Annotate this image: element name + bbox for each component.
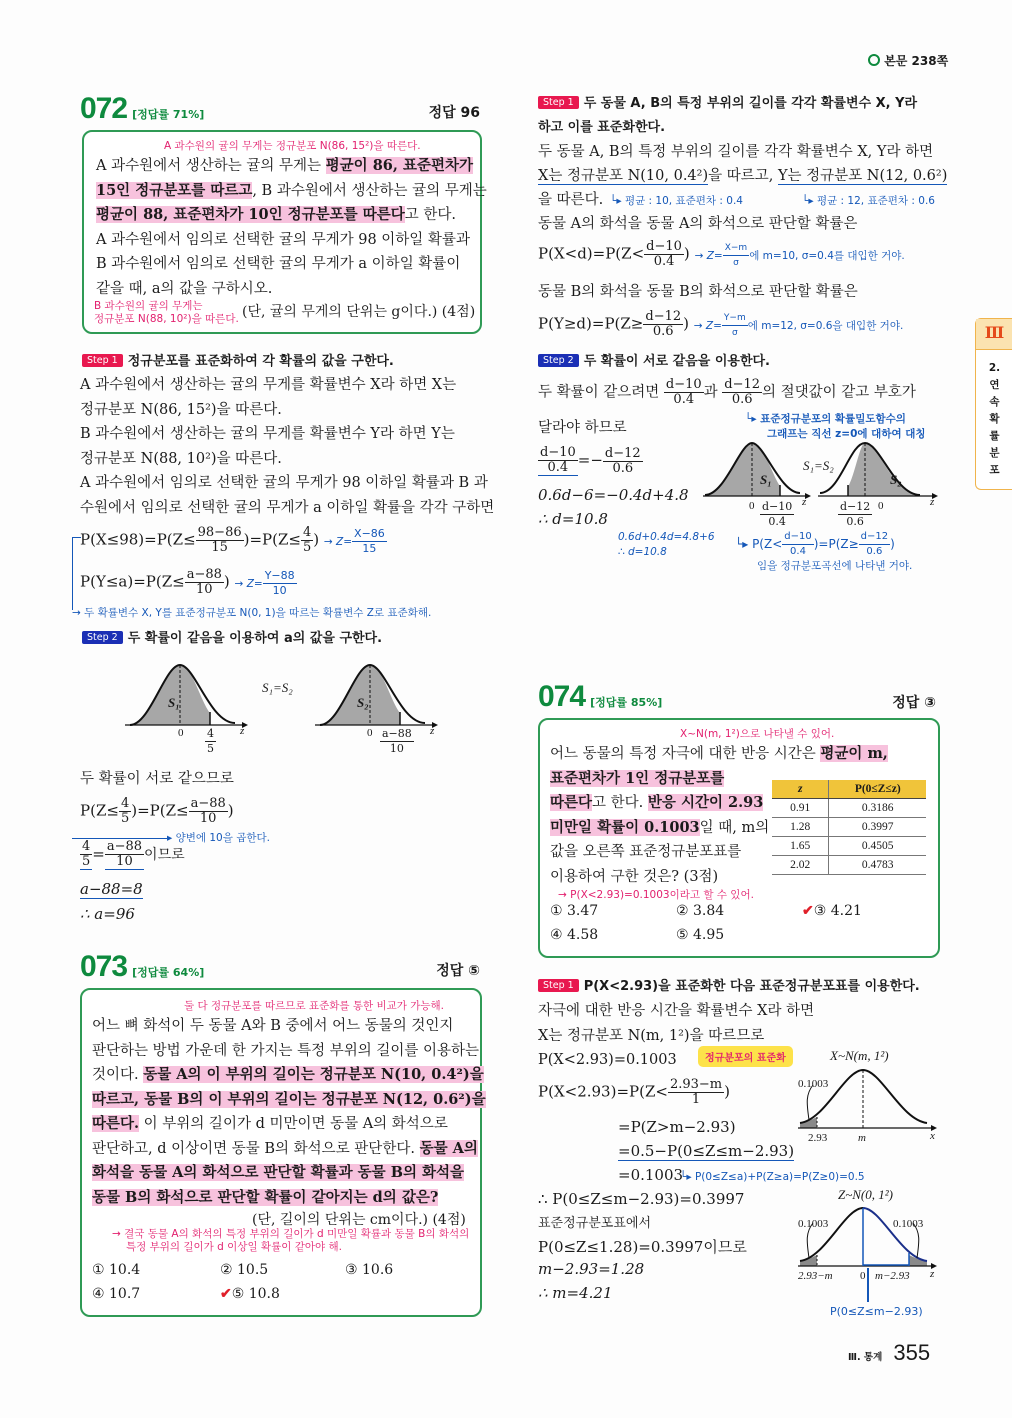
probability-note: P(0≤Z≤m−2.93) (830, 1305, 923, 1318)
equation-074-5: ∴ P(0≤Z≤m−2.93)=0.3997 (538, 1190, 745, 1208)
standardize-note: → Z= $\frac{X-86}{15}$ (323, 527, 385, 555)
graph-explanation-note: └▸ P(Z< $\frac{d-10}{0.4}$ )=P(Z≥ $\frac{d-12}{0.6}$ ) (735, 531, 895, 557)
text-line: 평균이 88, 표준편차가 10인 정규분포를 따른다고 한다. (96, 206, 457, 223)
tick-m: m (858, 1132, 866, 1144)
problem-074-box (538, 718, 940, 958)
choice-4[interactable]: ④ 10.7 (92, 1286, 141, 1302)
page-footer (848, 1340, 930, 1366)
solution-073-line: 동물 B의 화석을 동물 B의 화석으로 판단할 확률은 (538, 284, 858, 300)
step2-badge: Step 2 (82, 631, 123, 644)
equation-074-8: m−2.93=1.28 (538, 1260, 645, 1278)
s-equality-label: S₁=S₂ (262, 680, 293, 695)
equation-072-1: P(X≤98)=P(Z≤ $\frac{98-86}{15}$ )=P(Z≤ $\frac{4}{5}$ ) → Z= $\frac{X-86}{15}$ (80, 525, 385, 555)
normal-curve-s2 (315, 665, 438, 728)
answer: 정답 ③ (892, 695, 936, 711)
graph2-title: Z~N(0, 1²) (838, 1187, 893, 1202)
page-reference: 본문 238쪽 (868, 52, 948, 69)
area-right-label: 0.1003 (893, 1218, 924, 1230)
step1-heading-074: Step 1 P(X<2.93)을 표준화한 다음 표준정규분포표를 이용한다. (538, 975, 920, 994)
step1-heading-073: Step 1 두 동물 A, B의 특정 부위의 길이를 각각 확률변수 X, Y라 (538, 92, 917, 111)
problem-text: 어느 동물의 특정 자극에 대한 반응 시간은 평균이 m, 표준편차가 1인 정규분포를 따른다고 한다. 반응 시간이 2.93 미만일 확률이 0.1003일 때, m의 값을 오른쪽 표준정규분포표를 이용하여 구한 것은? (3점) (550, 745, 888, 885)
text-line: 15인 정규분포를 따르고, B 과수원에서 생산하는 귤의 무게는 (96, 181, 487, 199)
equation-074-9: ∴ m=4.21 (538, 1284, 613, 1302)
equation-072-5: a−88=8 (80, 880, 143, 898)
equation-073-C: $\frac{d-10}{0.4}$ =− $\frac{d-12}{0.6}$ (540, 445, 641, 476)
normal-curve-s1 (703, 443, 811, 499)
choice-4[interactable]: ④ 4.58 (550, 927, 599, 943)
chapter-label: Ⅲ. 통계 (848, 1352, 883, 1363)
chapter-side-tab[interactable] (975, 318, 1012, 490)
standardize-summary-note: → 두 확률변수 X, Y를 표준정규분포 N(0, 1)을 따르는 확률변수 Z로 표준화해. (72, 607, 432, 619)
s2-label: S₂ (357, 695, 369, 710)
step2-heading-073: Step 2 두 확률이 서로 같음을 이용한다. (538, 350, 770, 369)
correct-rate: [정답률 64%] (132, 966, 205, 979)
text-line: B 과수원에서 임의로 선택한 귤의 무게가 a 이하일 확률이 (96, 256, 461, 272)
correct-rate: [정답률 85%] (590, 696, 663, 709)
answer: 정답 ⑤ (436, 963, 480, 979)
solution-073-line: X는 정규분포 N(10, 0.4²)을 따르고, Y는 정규분포 N(12, 0.6²) (538, 168, 948, 184)
half-probability-note: └▸ P(0≤Z≤a)+P(Z≥a)=P(Z≥0)=0.5 (680, 1171, 865, 1183)
problem-text: 어느 뼈 화석이 두 동물 A와 B 중에서 어느 동물의 것인지 판단하는 방법 가운데 한 가지는 특정 부위의 길이를 이용하는 것이다. 동물 A의 이 부위의 길이는 정규분포 N(10, 0.4²)을 따르고, 동물 B의 이 부위의 길이는 정규분포 N(12, 0.6²)을 따른다. 이 부위의 길이가 d 미만이면 동물 A의 화석으로 판단하고, d 이상이면 동물 B의 화석으로 판단한다. 동물 A의 화석을 동물 A의 화석으로 판단할 확률과 동물 B의 화석을 동물 B의 화석으로 판단할 확률이 같아지는 d의 값은? (92, 1018, 486, 1206)
equation-072-6: ∴ a=96 (80, 905, 135, 923)
area-label: 0.1003 (798, 1078, 829, 1090)
text-line: A 과수원에서 생산하는 귤의 무게는 평균이 86, 표준편차가 (96, 157, 474, 174)
problem-073-box (80, 988, 486, 1317)
problem-074-header (538, 680, 936, 714)
table-row: 1.65 0.4505 (772, 837, 926, 856)
equation-074-4: =0.1003 (618, 1166, 684, 1184)
s2-label: S₂ (890, 472, 902, 487)
solution-073-line: 두 동물 A, B의 특정 부위의 길이를 각각 확률변수 X, Y라 하면 (538, 144, 934, 160)
bracket-line (72, 537, 81, 610)
chapter-roman: Ⅲ (976, 319, 1012, 350)
circle-icon (868, 54, 880, 66)
mean-sd-note-y: └▸ 평균 : 12, 표준편차 : 0.6 (802, 195, 935, 207)
annotation-top: X~N(m, 1²)으로 나타낼 수 있어. (680, 728, 835, 740)
step1-badge: Step 1 (82, 354, 123, 367)
axis-z: z (802, 496, 807, 508)
symmetry-note: └▸ 표준정규분포의 확률밀도함수의 그래프는 직선 z=0에 대하여 대칭 (745, 413, 926, 440)
s1-label: S₁ (168, 695, 180, 710)
solution-072-step2-text: 두 확률이 서로 같으므로 (80, 771, 234, 787)
choice-3-correct[interactable]: ✔③ 4.21 (802, 903, 862, 919)
step2-badge: Step 2 (538, 354, 579, 367)
equation-073-E: ∴ d=10.8 (538, 510, 608, 528)
tick-zero: 0 (878, 500, 884, 512)
equation-073-B: P(Y≥d)=P(Z≥ $\frac{d-12}{0.6}$ ) → Z= $\frac{Y-m}{\sigma}$ 에 m=12, σ=0.6을 대입한 거야. (538, 309, 904, 339)
tick-d-10-04: $\frac{d-10}{0.4}$ (762, 500, 793, 528)
equation-074-1: P(X<2.93)=P(Z< $\frac{2.93-m}{1}$ ) (538, 1077, 730, 1107)
annotation-top: 둘 다 정규분포를 따르므로 표준화를 통한 비교가 가능해. (184, 1000, 444, 1012)
solution-073-step2: 두 확률이 같으려면 $\frac{d-10}{0.4}$ 과 $\frac{d-12}{0.6}$ 의 절댓값이 같고 부호가 (538, 377, 916, 407)
step1-heading-073-line2: 하고 이를 표준화한다. (538, 120, 666, 135)
standard-normal-table (772, 780, 926, 875)
choice-1[interactable]: ① 10.4 (92, 1262, 141, 1278)
checkmark-icon: ✔ (220, 1286, 232, 1302)
choice-1[interactable]: ① 3.47 (550, 903, 599, 919)
equation-073-D: 0.6d−6=−0.4d+4.8 (538, 486, 689, 504)
problem-number: 073 (80, 950, 128, 983)
table-row: 2.02 0.4783 (772, 856, 926, 875)
equation-072-2: P(Y≤a)=P(Z≤ $\frac{a-88}{10}$ ) → Z= $\frac{Y-88}{10}$ (80, 567, 295, 597)
s1-label: S₁ (760, 472, 772, 487)
tick-2-93: 2.93 (808, 1132, 828, 1144)
problem-072-header (80, 92, 480, 126)
problem-number: 074 (538, 680, 586, 713)
curve-line (800, 1208, 863, 1261)
choice-2[interactable]: ② 3.84 (676, 903, 725, 919)
problem-072-box (82, 130, 487, 334)
step1-heading: Step 1 정규분포를 표준화하여 각 확률의 값을 구한다. (82, 350, 394, 369)
tick-2-93-m: 2.93−m (798, 1270, 833, 1282)
problem-text (96, 154, 487, 301)
standardize-bubble: 정규분포의 표준화 (698, 1046, 793, 1067)
answer: 정답 96 (428, 105, 480, 121)
graph-explanation-note-2: 임을 정규분포곡선에 나타낸 거야. (757, 560, 913, 572)
tick-d-12-06: $\frac{d-12}{0.6}$ (840, 500, 871, 528)
annotation-bottom: → 결국 동물 A의 화석의 특정 부위의 길이가 d 미만일 확률과 동물 B의 화석의 특정 부위의 길이가 d 이상일 확률이 같아야 해. (112, 1228, 470, 1253)
shaded-area-s2 (848, 443, 920, 496)
choice-5-correct[interactable]: ✔⑤ 10.8 (220, 1286, 280, 1302)
solution-074: 자극에 대한 반응 시간을 확률변수 X라 하면 X는 정규분포 N(m, 1²)을 따르므로 P(X<2.93)=0.1003 (538, 1003, 815, 1068)
axis-z: z (930, 496, 935, 508)
tick-zero: 0 (860, 1270, 866, 1282)
arrow-line (867, 1268, 869, 1302)
s-equality-label: S₁=S₂ (803, 458, 834, 473)
solution-072-step1: A 과수원에서 생산하는 귤의 무게를 확률변수 X라 하면 X는 정규분포 N(86, 15²)을 따른다. B 과수원에서 생산하는 귤의 무게를 확률변수 Y라 하면 Y는 정규분포 N(88, 10²)을 따른다. A 과수원에서 임의로 선택한 귤의 무게가 98 이하일 확률과 B 과 수원에서 임의로 선택한 귤의 무게가 a 이하일 확률을 각각 구하면 (80, 377, 495, 516)
solution-073-line: 을 따른다. (538, 192, 604, 208)
condition-text: (단, 귤의 무게의 단위는 g이다.) (4점) (242, 304, 476, 320)
equation-074-3: =0.5−P(0≤Z≤m−2.93) (618, 1142, 795, 1160)
annotation-bottom: → P(X<2.93)=0.1003이라고 할 수 있어. (558, 889, 754, 901)
normal-curve-s1 (125, 665, 248, 728)
problem-number: 072 (80, 92, 128, 125)
step1-badge: Step 1 (538, 96, 579, 109)
equation-072-3: P(Z≤ $\frac{4}{5}$ )=P(Z≤ $\frac{a-88}{10}$ ) (80, 796, 234, 826)
solution-073-step2-line2: 달라야 하므로 (538, 420, 627, 436)
mean-sd-note-x: └▸ 평균 : 10, 표준편차 : 0.4 (610, 195, 743, 207)
tick-zero: 0 (178, 727, 184, 739)
axis-z: z (930, 1268, 935, 1280)
text-line: A 과수원에서 임의로 선택한 귤의 무게가 98 이하일 확률과 (96, 231, 470, 248)
standardize-note: → Z= $\frac{Y-88}{10}$ (234, 569, 295, 597)
checkmark-icon: ✔ (802, 903, 814, 919)
choice-2[interactable]: ② 10.5 (220, 1262, 269, 1278)
step1-badge: Step 1 (538, 979, 579, 992)
equation-074-2: =P(Z>m−2.93) (618, 1118, 736, 1136)
problem-073-header (80, 950, 480, 984)
condition-text: (단, 길이의 단위는 cm이다.) (4점) (252, 1212, 466, 1228)
annotation-bottom: B 과수원의 귤의 무게는 정규분포 N(88, 10²)을 따른다. (94, 300, 239, 325)
normal-curve-z (795, 1203, 940, 1273)
normal-curve-s2 (818, 443, 938, 499)
page-number: 355 (893, 1340, 931, 1365)
equation-074-7: P(0≤Z≤1.28)=0.3997이므로 (538, 1238, 747, 1256)
table-header: z (772, 780, 829, 799)
equation-074-6: 표준정규분포표에서 (538, 1216, 652, 1231)
choice-5[interactable]: ⑤ 4.95 (676, 927, 725, 943)
annotation-top: A 과수원의 귤의 무게는 정규분포 N(86, 15²)을 따른다. (164, 140, 421, 152)
graph1-title: X~N(m, 1²) (830, 1048, 889, 1063)
table-row: 1.28 0.3997 (772, 818, 926, 837)
multiply-note: ▸ 양변에 10을 곱한다. (72, 830, 270, 845)
correct-rate: [정답률 71%] (132, 108, 205, 121)
equation-073-A: P(X<d)=P(Z< $\frac{d-10}{0.4}$ ) → Z= $\frac{X-m}{\sigma}$ 에 m=10, σ=0.4를 대입한 거야. (538, 239, 905, 269)
choice-3[interactable]: ③ 10.6 (345, 1262, 394, 1278)
tick-a-88-10: $\frac{a-88}{10}$ (382, 727, 412, 755)
normal-curve-x (795, 1065, 940, 1135)
table-header: P(0≤Z≤z) (829, 780, 926, 799)
chapter-section-label: 2.연속확률분포 (988, 362, 1001, 476)
tick-zero: 0 (749, 500, 755, 512)
calc-note: 0.6d+0.4d=4.8+6 ∴ d=10.8 (618, 531, 715, 558)
equation-072-4: $\frac{4}{5}$ = $\frac{a-88}{10}$ 이므로 (82, 839, 185, 869)
text-line: 같을 때, a의 값을 구하시오. (96, 280, 273, 297)
solution-073-line: 동물 A의 화석을 동물 A의 화석으로 판단할 확률은 (538, 216, 858, 232)
axis-x: x (930, 1130, 935, 1142)
tick-zero: 0 (367, 727, 373, 739)
tick-4-5: $\frac{4}{5}$ (207, 727, 214, 755)
axis-z: z (430, 725, 435, 737)
table-row: 0.91 0.3186 (772, 799, 926, 818)
area-left-label: 0.1003 (798, 1218, 829, 1230)
step2-heading: Step 2 두 확률이 같음을 이용하여 a의 값을 구한다. (82, 627, 382, 646)
tick-m-2-93: m−2.93 (875, 1270, 910, 1282)
axis-z: z (240, 725, 245, 737)
